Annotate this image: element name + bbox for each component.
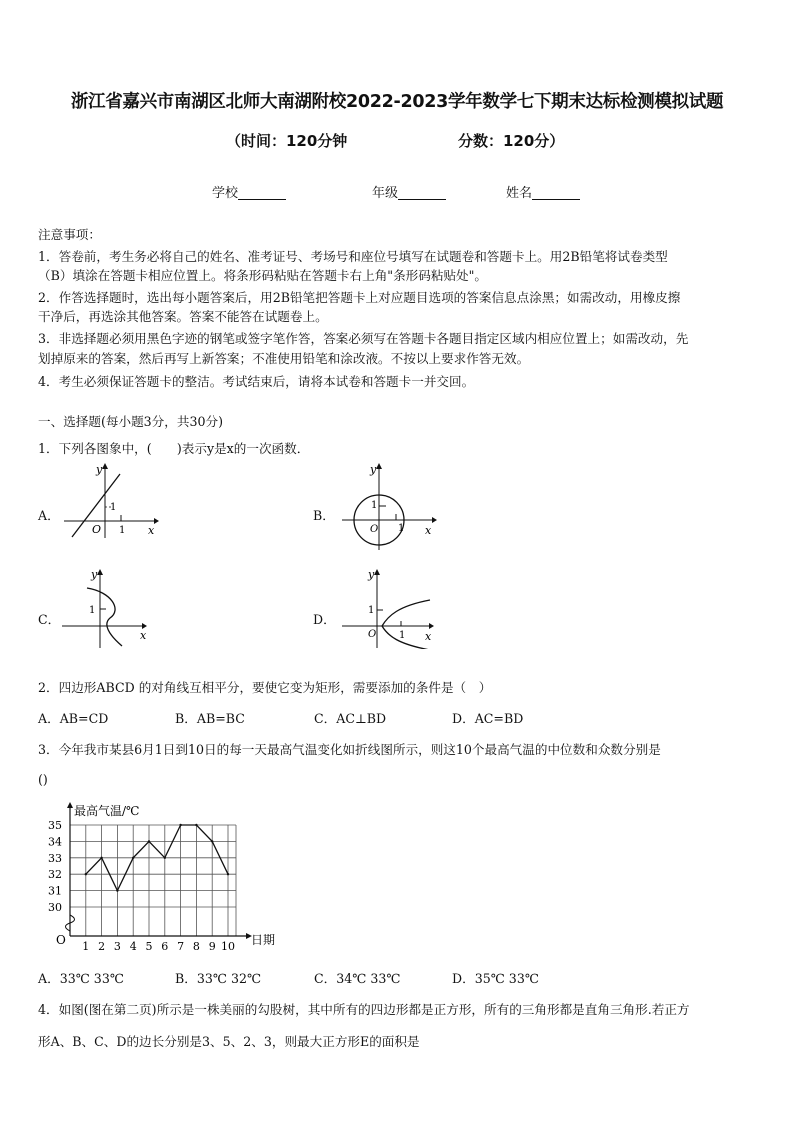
tick-label: 1 (371, 500, 378, 511)
y-tick-label: 33 (48, 851, 62, 865)
axis-x-label: x (148, 524, 155, 537)
time-label: （时间：120分钟 (226, 132, 348, 150)
q1-graph-b (340, 460, 440, 555)
score-label: 分数：120分） (458, 132, 565, 150)
q2-option-c: C．AC⊥BD (314, 711, 387, 726)
x-tick-label: 3 (113, 940, 121, 953)
axis-y-label: y (91, 568, 98, 581)
axis-y-label: y (96, 463, 103, 476)
question-4-line-2: 形A、B、C、D的边长分别是3、5、2、3，则最大正方形E的面积是 (38, 1034, 420, 1049)
y-tick-label: 30 (48, 901, 62, 914)
x-tick-label: 6 (161, 940, 169, 953)
chart-title: 最高气温/℃ (74, 804, 140, 818)
data-point (227, 873, 229, 875)
x-tick-label: 4 (129, 940, 137, 953)
q1-option-a-label: A． (38, 508, 60, 523)
tick-label: 1 (368, 605, 375, 616)
y-tick-label: 32 (48, 868, 62, 882)
data-point (179, 824, 181, 826)
section-heading: 一、选择题(每小题3分，共30分) (38, 414, 223, 429)
x-tick-label: 10 (221, 940, 235, 953)
origin-label: O (56, 933, 66, 947)
origin-label: O (92, 523, 102, 536)
school-field (212, 182, 286, 201)
y-tick-label: 35 (48, 819, 62, 832)
x-tick-label: 9 (208, 940, 216, 953)
data-point (132, 857, 134, 859)
notice-line: 3．非选择题必须用黑色字迹的钢笔或签字笔作答，答案必须写在答题卡各题目指定区域内相应位置上；如需改动，先 (38, 331, 689, 346)
tick-label: 1 (89, 605, 96, 616)
q3-option-c: C．34℃ 33℃ (314, 971, 401, 986)
notice-line: 4．考生必须保证答题卡的整洁。考试结束后，请将本试卷和答题卡一并交回。 (38, 374, 475, 389)
notice-line: 划掉原来的答案，然后再写上新答案；不准使用铅笔和涂改液。不按以上要求作答无效。 (38, 351, 530, 366)
data-point (164, 857, 166, 859)
q1-option-c-label: C． (38, 612, 61, 627)
axis-y-label: y (368, 568, 375, 581)
school-label: 学校 (212, 186, 239, 201)
axis-x-label: x (140, 629, 147, 642)
q1-option-d-label: D． (313, 612, 336, 627)
x-tick-label: 8 (192, 940, 200, 953)
data-point (116, 889, 118, 891)
axis-x-label: x (425, 524, 432, 537)
axis-y-label: y (370, 463, 377, 476)
q2-option-d: D．AC=BD (452, 711, 524, 726)
question-1-stem: 1．下列各图象中，( )表示y是x的一次函数． (38, 441, 310, 456)
x-tick-label: 5 (145, 940, 153, 953)
question-4-line-1: 4．如图(图在第二页)所示是一株美丽的勾股树，其中所有的四边形都是正方形，所有的三角形都是直角三角形.若正方 (38, 1002, 690, 1017)
x-tick-label: 1 (82, 940, 90, 953)
notice-line: （B）填涂在答题卡相应位置上。将条形码粘贴在答题卡右上角"条形码粘贴处"。 (38, 268, 488, 283)
notice-heading: 注意事项： (38, 227, 101, 242)
data-point (148, 840, 150, 842)
grade-field (372, 182, 446, 201)
q2-option-a: A．AB=CD (38, 711, 109, 726)
q1-graph-c (60, 564, 160, 649)
x-tick-label: 7 (177, 940, 185, 953)
q1-option-b-label: B． (313, 508, 335, 523)
question-3-stem-end: () (38, 772, 48, 787)
x-axis-label: 日期 (251, 933, 276, 947)
q1-graph-a (60, 460, 160, 540)
q3-option-b: B．33℃ 32℃ (175, 971, 262, 986)
temperature-line-chart (40, 800, 300, 960)
q3-option-a: A．33℃ 33℃ (38, 971, 124, 986)
notice-line: 1．答卷前，考生务必将自己的姓名、准考证号、考场号和座位号填写在试题卷和答题卡上。用2B铅笔将试卷类型 (38, 249, 668, 264)
q1-graph-d (340, 564, 440, 649)
tick-label: 1 (398, 523, 405, 534)
notice-line: 干净后，再选涂其他答案。答案不能答在试题卷上。 (38, 309, 328, 324)
data-point (85, 873, 87, 875)
y-axis-arrow (67, 802, 73, 808)
axis-x-label: x (425, 630, 432, 643)
origin-label: O (368, 629, 377, 640)
data-point (195, 824, 197, 826)
tick-label: 1 (119, 525, 126, 536)
name-label: 姓名 (506, 186, 533, 201)
y-tick-label: 34 (48, 835, 62, 849)
tick-label: 1 (399, 630, 406, 641)
tick-label: 1 (110, 502, 117, 513)
q3-option-d: D．35℃ 33℃ (452, 971, 539, 986)
q2-option-b: B．AB=BC (175, 711, 245, 726)
data-point (100, 857, 102, 859)
notice-line: 2．作答选择题时，选出每小题答案后，用2B铅笔把答题卡上对应题目选项的答案信息点涂黑；如需改动，用橡皮擦 (38, 290, 681, 305)
origin-label: O (370, 524, 379, 535)
data-point (211, 840, 213, 842)
x-tick-label: 2 (98, 940, 106, 953)
question-2-stem: 2．四边形ABCD 的对角线互相平分，要使它变为矩形，需要添加的条件是（ ） (38, 680, 492, 695)
y-tick-label: 31 (48, 884, 62, 898)
grade-label: 年级 (372, 186, 399, 201)
question-3-stem: 3．今年我市某县6月1日到10日的每一天最高气温变化如折线图所示，则这10个最高气温的中位数和众数分别是 (38, 742, 661, 757)
page-title: 浙江省嘉兴市南湖区北师大南湖附校2022-2023学年数学七下期末达标检测模拟试题 (70, 92, 724, 112)
name-field (506, 182, 580, 201)
